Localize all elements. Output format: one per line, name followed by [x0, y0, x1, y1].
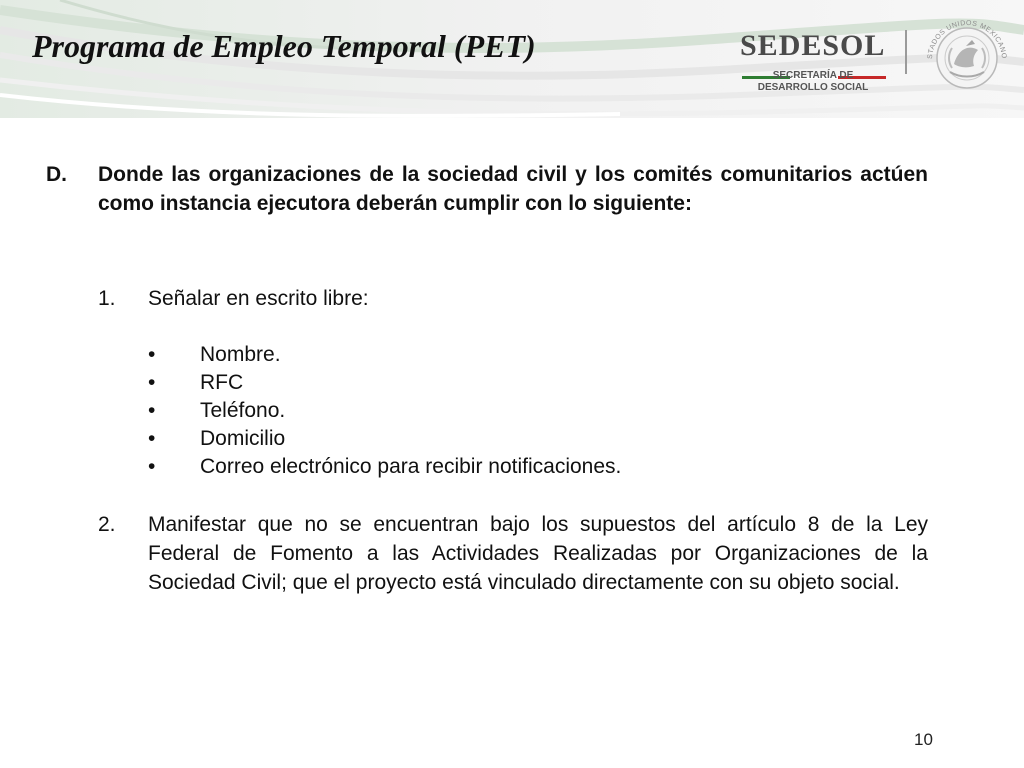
bullet-item: Nombre. [200, 343, 281, 366]
bullet-item: Teléfono. [200, 399, 286, 422]
logo-subtitle-line1: SECRETARÍA DE [772, 70, 854, 81]
coat-of-arms-seal-icon [922, 14, 1012, 90]
bullet-icon: • [148, 371, 156, 394]
logo-name: SEDESOL [740, 29, 886, 62]
list-item-text: Manifestar que no se encuentran bajo los supuestos del artículo 8 de la Ley Federal de Fomento a las Actividades Realizadas por Organizaciones de la Sociedad Civil; que el proyecto está vinculado directamente con su objeto social. [148, 513, 928, 594]
bullet-icon: • [148, 399, 156, 422]
section-heading: Donde las organizaciones de la sociedad civil y los comités comunitarios actúen como instancia ejecutora deberán cumplir con lo siguiente: [98, 163, 928, 215]
list-item-number: 2. [98, 513, 116, 536]
bullet-icon: • [148, 343, 156, 366]
logo-tricolor-rule [742, 66, 887, 69]
list-item-text: Señalar en escrito libre: [148, 287, 369, 310]
logo-divider [905, 30, 907, 74]
list-item-number: 1. [98, 287, 116, 310]
bullet-item: RFC [200, 371, 244, 394]
page-number: 10 [914, 730, 933, 749]
bullet-icon: • [148, 427, 156, 450]
seal-graphic [922, 14, 1012, 90]
sedesol-logo [740, 29, 900, 93]
slide-title: Programa de Empleo Temporal (PET) [32, 28, 536, 64]
logo-subtitle-line2: DESARROLLO SOCIAL [757, 82, 869, 93]
bullet-item: Domicilio [200, 427, 286, 450]
section-marker: D. [46, 163, 67, 186]
bullet-icon: • [148, 455, 156, 478]
seal-text: STADOS UNIDOS MEXICANO [926, 19, 1008, 60]
logo-subtitle [748, 70, 878, 94]
bullet-item: Correo electrónico para recibir notificaciones. [200, 455, 622, 478]
